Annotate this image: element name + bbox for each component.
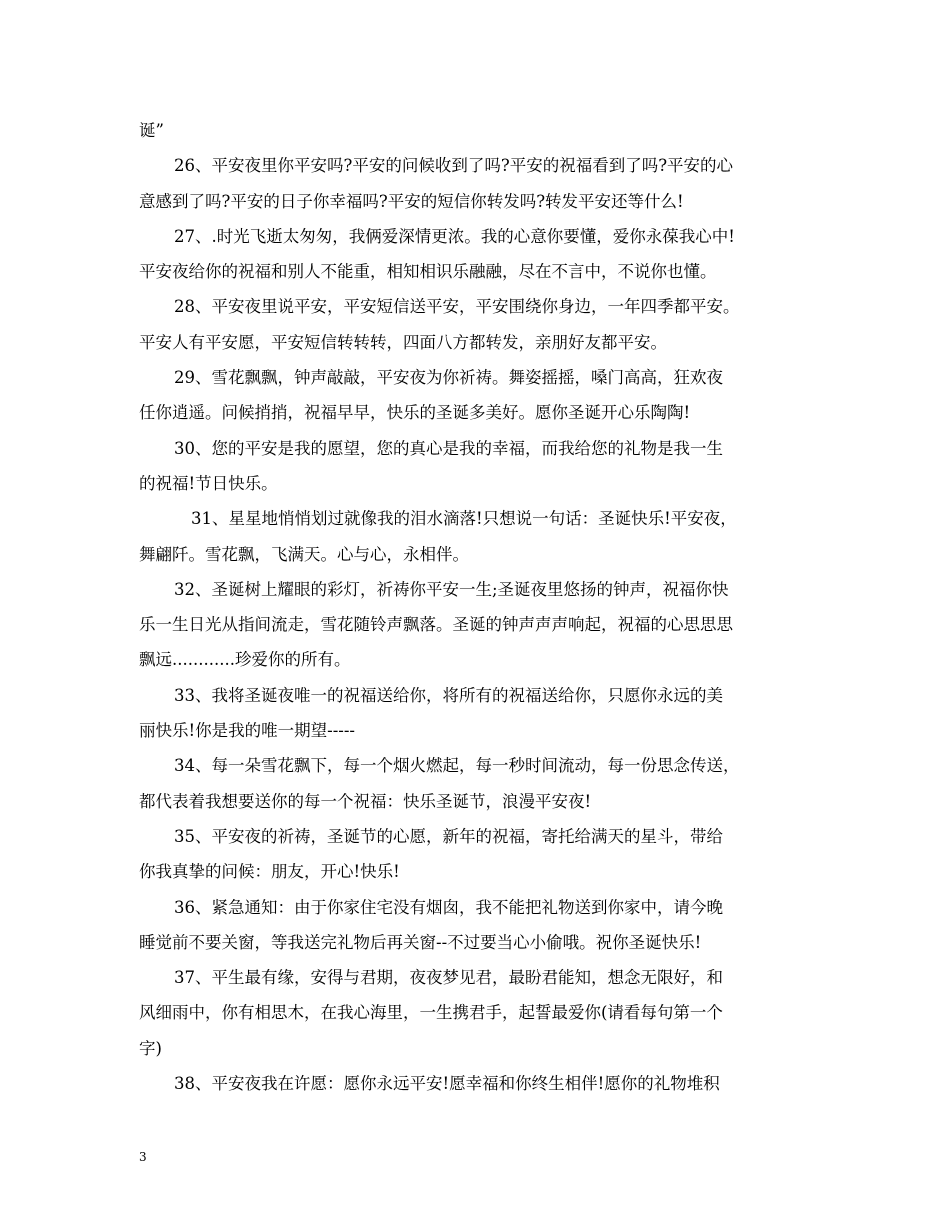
text-line: 27、.时光飞逝太匆匆，我俩爱深情更浓。我的心意你要懂，爱你永葆我心中!	[174, 226, 735, 246]
text-line: 34、每一朵雪花飘下，每一个烟火燃起，每一秒时间流动，每一份思念传送，	[174, 756, 740, 776]
text-line: 36、紧急通知：由于你家住宅没有烟囱，我不能把礼物送到你家中，请今晚	[174, 897, 723, 917]
text-line: 33、我将圣诞夜唯一的祝福送给你，将所有的祝福送给你，只愿你永远的美	[174, 685, 723, 705]
text-line: 睡觉前不要关窗，等我送完礼物后再关窗--不过要当心小偷哦。祝你圣诞快乐!	[139, 932, 702, 952]
text-line: 飘远............珍爱你的所有。	[139, 650, 351, 670]
text-line: 都代表着我想要送你的每一个祝福：快乐圣诞节，浪漫平安夜!	[139, 791, 592, 811]
text-line: 丽快乐!你是我的唯一期望-----	[139, 721, 356, 741]
document-body	[139, 113, 819, 1101]
text-line: 38、平安夜我在许愿：愿你永远平安!愿幸福和你终生相伴!愿你的礼物堆积	[174, 1074, 720, 1094]
text-line: 平安夜给你的祝福和别人不能重，相知相识乐融融，尽在不言中，不说你也懂。	[139, 262, 717, 282]
text-line: 37、平生最有缘，安得与君期，夜夜梦见君，最盼君能知，想念无限好，和	[174, 968, 723, 988]
text-line: 你我真挚的问候：朋友，开心!快乐!	[139, 862, 400, 882]
text-line: 诞”	[139, 121, 164, 140]
text-line: 任你逍遥。问候捎捎，祝福早早，快乐的圣诞多美好。愿你圣诞开心乐陶陶!	[139, 403, 691, 423]
text-line: 32、圣诞树上耀眼的彩灯，祈祷你平安一生;圣诞夜里悠扬的钟声，祝福你快	[174, 579, 729, 599]
text-line: 字)	[139, 1038, 162, 1058]
text-line: 29、雪花飘飘，钟声敲敲，平安夜为你祈祷。舞姿摇摇，嗓门高高，狂欢夜	[174, 368, 723, 388]
text-line: 35、平安夜的祈祷，圣诞节的心愿，新年的祝福，寄托给满天的星斗，带给	[174, 826, 723, 846]
text-line: 平安人有平安愿，平安短信转转转，四面八方都转发，亲朋好友都平安。	[139, 332, 667, 352]
text-line: 舞翩阡。雪花飘，飞满天。心与心，永相伴。	[139, 544, 469, 564]
text-line: 31、星星地悄悄划过就像我的泪水滴落!只想说一句话：圣诞快乐!平安夜，	[191, 509, 737, 529]
text-line: 30、您的平安是我的愿望，您的真心是我的幸福，而我给您的礼物是我一生	[174, 438, 723, 458]
text-line: 的祝福!节日快乐。	[139, 473, 278, 493]
text-line: 风细雨中，你有相思木，在我心海里，一生携君手，起誓最爱你(请看每句第一个	[139, 1003, 723, 1023]
page-number: 3	[139, 1150, 147, 1164]
text-line: 26、平安夜里你平安吗?平安的问候收到了吗?平安的祝福看到了吗?平安的心	[174, 156, 734, 176]
text-line: 意感到了吗?平安的日子你幸福吗?平安的短信你转发吗?转发平安还等什么!	[139, 191, 684, 211]
text-line: 乐一生日光从指间流走，雪花随铃声飘落。圣诞的钟声声声响起，祝福的心思思思	[139, 615, 733, 635]
text-line: 28、平安夜里说平安，平安短信送平安，平安围绕你身边，一年四季都平安。	[174, 297, 740, 317]
